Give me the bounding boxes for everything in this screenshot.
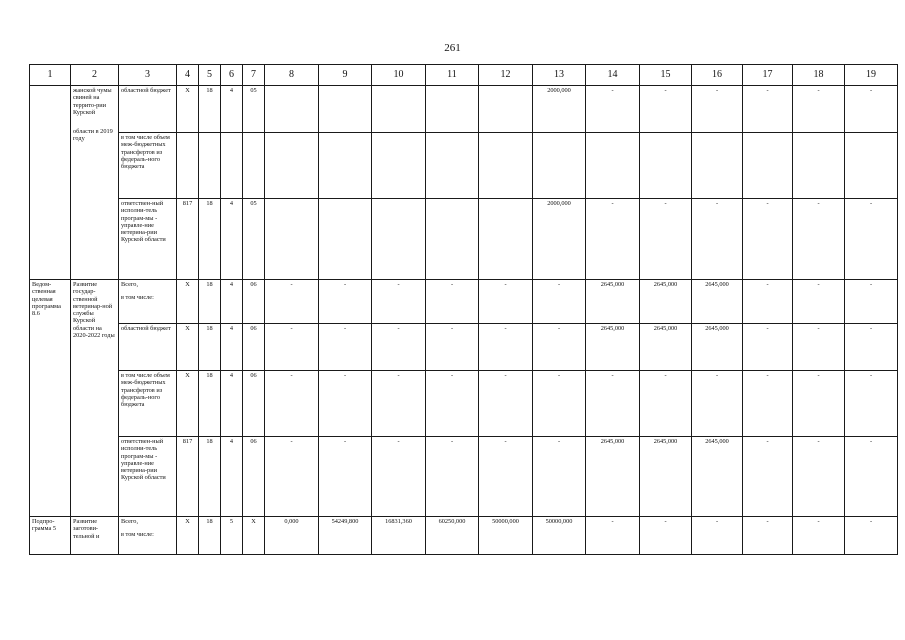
cell-c13: 2000,000 <box>533 199 586 280</box>
column-header-7: 7 <box>243 65 265 86</box>
column-header-4: 4 <box>177 65 199 86</box>
including-label: в том числе: <box>121 294 154 302</box>
cell-c9 <box>319 86 372 133</box>
cell-c10: - <box>372 324 426 371</box>
table-row <box>30 437 898 517</box>
column-header-8: 8 <box>265 65 319 86</box>
cell-c19: - <box>845 437 898 517</box>
column-header-17: 17 <box>743 65 793 86</box>
cell-c14: - <box>586 517 640 555</box>
cell-c12: - <box>479 437 533 517</box>
cell-c9: - <box>319 280 372 324</box>
program-name-part2: области в 2019 году <box>73 128 113 143</box>
cell-c12: - <box>479 324 533 371</box>
cell-c12: - <box>479 371 533 437</box>
column-header-13: 13 <box>533 65 586 86</box>
cell-c3: в том числе объем меж-бюджетных трансфертов из федераль-ного бюджета <box>119 133 177 199</box>
cell-c8 <box>265 86 319 133</box>
cell-c14: 2645,000 <box>586 437 640 517</box>
cell-c18: - <box>793 371 845 437</box>
cell-c11: 60250,000 <box>426 517 479 555</box>
cell-c7: 06 <box>243 280 265 324</box>
cell-c6: 4 <box>221 437 243 517</box>
cell-c17: - <box>743 324 793 371</box>
cell-c8: - <box>265 324 319 371</box>
cell-c4: X <box>177 280 199 324</box>
cell-c10: - <box>372 280 426 324</box>
cell-c7: 06 <box>243 371 265 437</box>
cell-c17: - <box>743 86 793 133</box>
cell-c15: 2645,000 <box>640 280 692 324</box>
cell-c8: - <box>265 437 319 517</box>
cell-c10 <box>372 86 426 133</box>
cell-c14: 2645,000 <box>586 324 640 371</box>
cell-col1 <box>30 86 71 280</box>
cell-c14: - <box>586 199 640 280</box>
cell-c15 <box>640 133 692 199</box>
cell-c15: - <box>640 199 692 280</box>
cell-c14: - <box>586 371 640 437</box>
cell-c3: областной бюджет <box>119 324 177 371</box>
cell-c11 <box>426 86 479 133</box>
cell-c3 <box>119 280 177 324</box>
table-row <box>30 517 898 555</box>
cell-c10 <box>372 199 426 280</box>
cell-c11: - <box>426 371 479 437</box>
cell-c12 <box>479 133 533 199</box>
cell-c8: - <box>265 280 319 324</box>
cell-c4: X <box>177 86 199 133</box>
cell-c17: - <box>743 280 793 324</box>
cell-c4 <box>177 133 199 199</box>
cell-c13: - <box>533 280 586 324</box>
cell-c18: - <box>793 324 845 371</box>
cell-c13 <box>533 133 586 199</box>
cell-c5: 18 <box>199 199 221 280</box>
cell-c19: - <box>845 324 898 371</box>
cell-c5: 18 <box>199 517 221 555</box>
cell-c19: - <box>845 371 898 437</box>
header-row <box>30 65 898 86</box>
cell-c18: - <box>793 437 845 517</box>
cell-c16: - <box>692 199 743 280</box>
cell-c16: - <box>692 371 743 437</box>
cell-c18: - <box>793 280 845 324</box>
column-header-12: 12 <box>479 65 533 86</box>
column-header-10: 10 <box>372 65 426 86</box>
cell-c19 <box>845 133 898 199</box>
table-row <box>30 324 898 371</box>
column-header-19: 19 <box>845 65 898 86</box>
column-header-1: 1 <box>30 65 71 86</box>
cell-c9: - <box>319 324 372 371</box>
budget-table <box>29 64 898 555</box>
program-code: Ведом-ственная целевая программа 8.6 <box>30 280 71 517</box>
table-row <box>30 86 898 133</box>
cell-c12: - <box>479 280 533 324</box>
cell-c16 <box>692 133 743 199</box>
page-number: 261 <box>444 42 461 54</box>
cell-c11: - <box>426 324 479 371</box>
cell-c13: 50000,000 <box>533 517 586 555</box>
cell-c3: ответствен-ный исполни-тель програм-мы - управле-ние ветерина-рии Курской области <box>119 199 177 280</box>
cell-c5: 18 <box>199 371 221 437</box>
cell-c17 <box>743 133 793 199</box>
column-header-14: 14 <box>586 65 640 86</box>
table-row <box>30 199 898 280</box>
cell-c15: - <box>640 371 692 437</box>
cell-c5: 18 <box>199 280 221 324</box>
cell-c10: - <box>372 371 426 437</box>
cell-c12 <box>479 199 533 280</box>
column-header-6: 6 <box>221 65 243 86</box>
cell-c14 <box>586 133 640 199</box>
table-row <box>30 371 898 437</box>
cell-c12 <box>479 86 533 133</box>
cell-c17: - <box>743 517 793 555</box>
subprogram-name: Развитие заготови-тельной и <box>71 517 119 555</box>
total-label: Всего, <box>121 281 139 288</box>
cell-c18 <box>793 133 845 199</box>
cell-c13: - <box>533 437 586 517</box>
table-row <box>30 133 898 199</box>
cell-c17: - <box>743 371 793 437</box>
total-label: Всего, <box>121 518 139 525</box>
cell-c6 <box>221 133 243 199</box>
cell-c19: - <box>845 199 898 280</box>
cell-c4: X <box>177 324 199 371</box>
column-header-5: 5 <box>199 65 221 86</box>
subprogram-code: Подпро-грамма 5 <box>30 517 71 555</box>
cell-c3 <box>119 517 177 555</box>
cell-c9: 54249,800 <box>319 517 372 555</box>
cell-c9 <box>319 133 372 199</box>
cell-c9 <box>319 199 372 280</box>
cell-c8 <box>265 133 319 199</box>
cell-c6: 4 <box>221 371 243 437</box>
cell-c19: - <box>845 280 898 324</box>
cell-c18: - <box>793 517 845 555</box>
program-name-part1: жанской чумы свиней на террито-рии Курской <box>73 87 112 116</box>
cell-c15: 2645,000 <box>640 437 692 517</box>
cell-c3: ответствен-ный исполни-тель програм-мы - управле-ние ветерина-рии Курской области <box>119 437 177 517</box>
cell-c6: 4 <box>221 324 243 371</box>
cell-c8 <box>265 199 319 280</box>
cell-c4: X <box>177 371 199 437</box>
cell-c13: 2000,000 <box>533 86 586 133</box>
cell-c5: 18 <box>199 437 221 517</box>
cell-col2 <box>71 86 119 280</box>
column-header-16: 16 <box>692 65 743 86</box>
column-header-11: 11 <box>426 65 479 86</box>
cell-c12: 50000,000 <box>479 517 533 555</box>
cell-c6: 4 <box>221 280 243 324</box>
cell-c5 <box>199 133 221 199</box>
cell-c11 <box>426 199 479 280</box>
cell-c10: 16831,360 <box>372 517 426 555</box>
cell-c9: - <box>319 371 372 437</box>
including-label: в том числе: <box>121 531 154 539</box>
cell-c6: 4 <box>221 86 243 133</box>
table-row <box>30 280 898 324</box>
cell-c17: - <box>743 437 793 517</box>
cell-c14: - <box>586 86 640 133</box>
cell-c9: - <box>319 437 372 517</box>
cell-c6: 4 <box>221 199 243 280</box>
cell-c11: - <box>426 280 479 324</box>
cell-c5: 18 <box>199 324 221 371</box>
cell-c16: 2645,000 <box>692 324 743 371</box>
cell-c7: 06 <box>243 324 265 371</box>
cell-c4: 817 <box>177 437 199 517</box>
cell-c7 <box>243 133 265 199</box>
cell-c11 <box>426 133 479 199</box>
cell-c10: - <box>372 437 426 517</box>
cell-c5: 18 <box>199 86 221 133</box>
cell-c15: - <box>640 86 692 133</box>
cell-c16: - <box>692 517 743 555</box>
cell-c4: X <box>177 517 199 555</box>
cell-c10 <box>372 133 426 199</box>
cell-c13: - <box>533 324 586 371</box>
cell-c18: - <box>793 199 845 280</box>
column-header-15: 15 <box>640 65 692 86</box>
cell-c11: - <box>426 437 479 517</box>
cell-c7: 05 <box>243 86 265 133</box>
cell-c19: - <box>845 86 898 133</box>
cell-c18: - <box>793 86 845 133</box>
cell-c14: 2645,000 <box>586 280 640 324</box>
cell-c15: 2645,000 <box>640 324 692 371</box>
column-header-9: 9 <box>319 65 372 86</box>
cell-c8: - <box>265 371 319 437</box>
cell-c17: - <box>743 199 793 280</box>
cell-c19: - <box>845 517 898 555</box>
cell-c6: 5 <box>221 517 243 555</box>
column-header-3: 3 <box>119 65 177 86</box>
cell-c3: областной бюджет <box>119 86 177 133</box>
cell-c7: 05 <box>243 199 265 280</box>
cell-c4: 817 <box>177 199 199 280</box>
cell-c16: 2645,000 <box>692 280 743 324</box>
cell-c16: - <box>692 86 743 133</box>
column-header-18: 18 <box>793 65 845 86</box>
cell-c13: - <box>533 371 586 437</box>
cell-c7: 06 <box>243 437 265 517</box>
cell-c8: 0,000 <box>265 517 319 555</box>
cell-c16: 2645,000 <box>692 437 743 517</box>
program-name: Развитие государ-ственной ветеринар-ной службы Курской области на 2020-2022 годы <box>71 280 119 517</box>
column-header-2: 2 <box>71 65 119 86</box>
cell-c3: в том числе объем меж-бюджетных трансфертов из федераль-ного бюджета <box>119 371 177 437</box>
cell-c7: X <box>243 517 265 555</box>
cell-c15: - <box>640 517 692 555</box>
